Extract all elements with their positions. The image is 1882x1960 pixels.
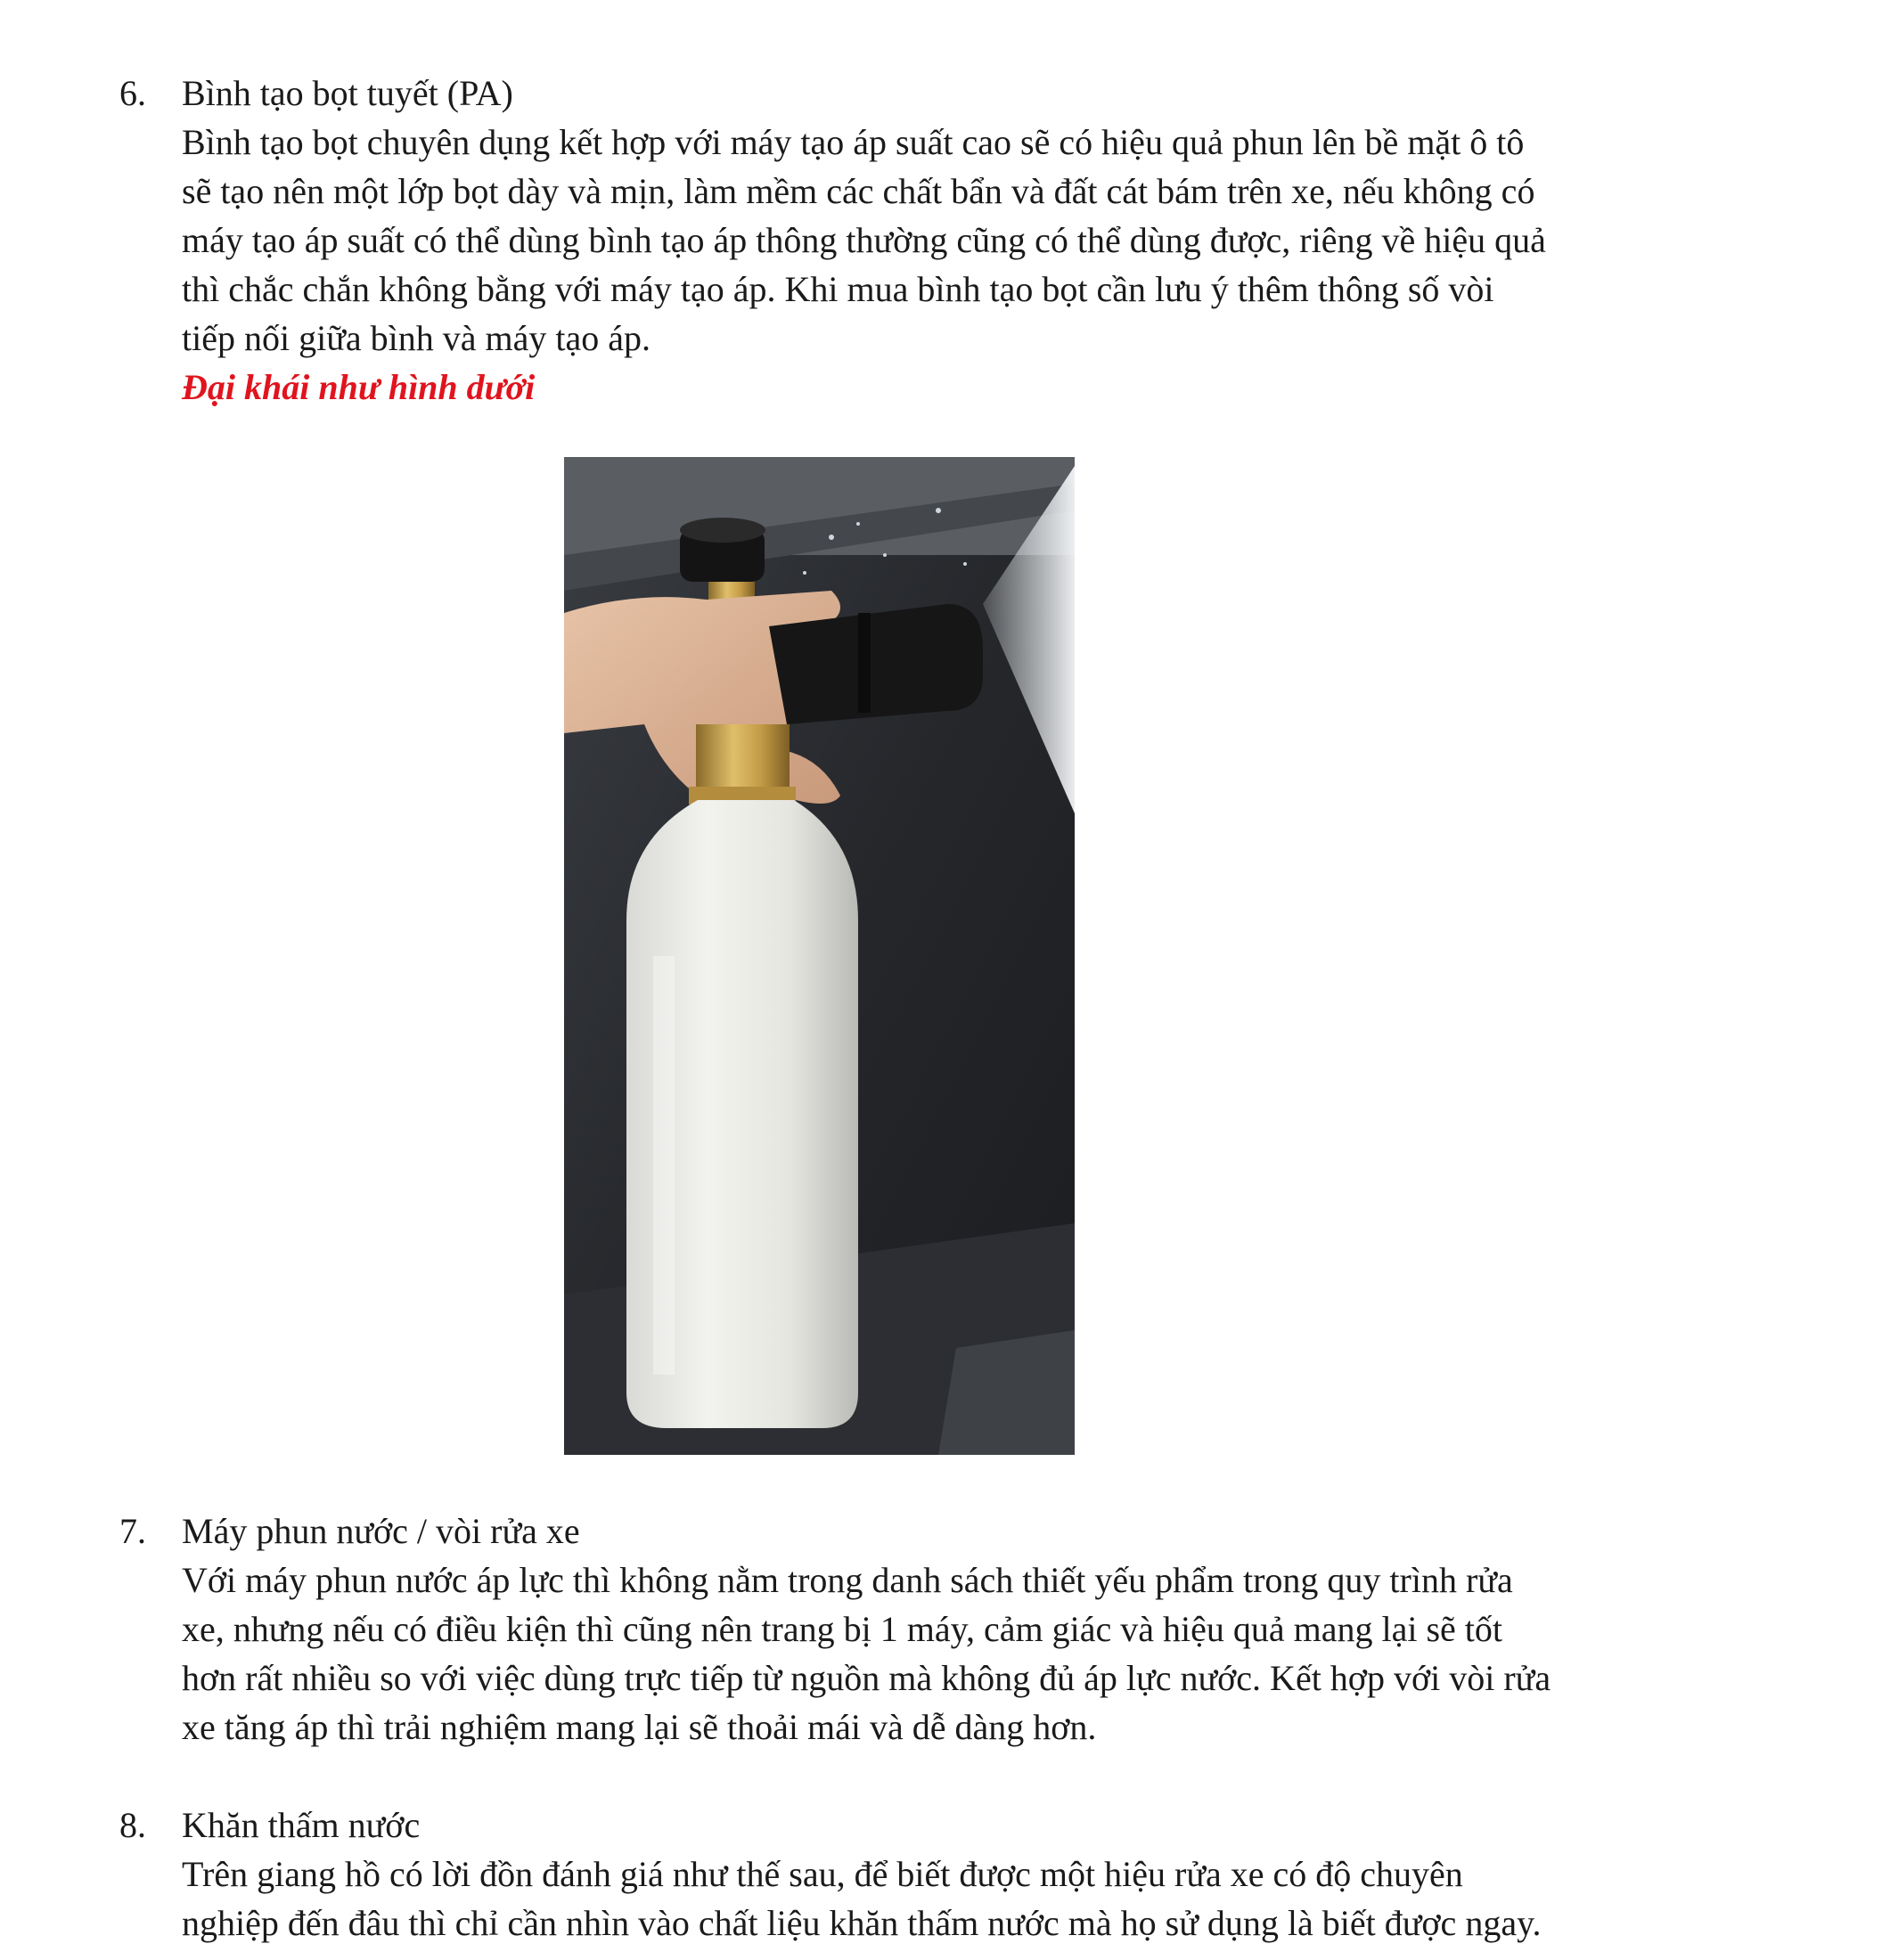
item-title: Máy phun nước / vòi rửa xe [182, 1511, 580, 1551]
foam-cannon-illustration [564, 457, 1075, 1455]
item-number: 8. [119, 1805, 146, 1845]
item-title: Khăn thấm nước [182, 1805, 421, 1845]
item-number: 7. [119, 1511, 146, 1551]
foam-cannon-photo [564, 457, 1075, 1455]
paragraph-line: nghiệp đến đâu thì chỉ cần nhìn vào chất liệu khăn thấm nước mà họ sử dụng là biết được ngay. [182, 1903, 1542, 1943]
list-item-6 [119, 69, 1634, 425]
list-item-7 [119, 1507, 1634, 1752]
paragraph-line: xe tăng áp thì trải nghiệm mang lại sẽ thoải mái và dễ dàng hơn. [182, 1707, 1097, 1747]
paragraph-line: thì chắc chắn không bằng với máy tạo áp. Khi mua bình tạo bọt cần lưu ý thêm thông số vòi [182, 269, 1494, 309]
paragraph-line: Với máy phun nước áp lực thì không nằm trong danh sách thiết yếu phẩm trong quy trình rửa [182, 1560, 1513, 1600]
item-title: Bình tạo bọt tuyết (PA) [182, 73, 513, 113]
item-number: 6. [119, 73, 146, 113]
red-note: Đại khái như hình dưới [182, 367, 536, 407]
paragraph-line: Bình tạo bọt chuyên dụng kết hợp với máy tạo áp suất cao sẽ có hiệu quả phun lên bề mặt ô tô [182, 122, 1525, 162]
list-item-8 [119, 1801, 1634, 1948]
paragraph-line: tiếp nối giữa bình và máy tạo áp. [182, 318, 651, 358]
paragraph-line: sẽ tạo nên một lớp bọt dày và mịn, làm mềm các chất bẩn và đất cát bám trên xe, nếu không có [182, 171, 1535, 211]
paragraph-line: máy tạo áp suất có thể dùng bình tạo áp thông thường cũng có thể dùng được, riêng về hiệu quả [182, 220, 1546, 260]
paragraph-line: xe, nhưng nếu có điều kiện thì cũng nên trang bị 1 máy, cảm giác và hiệu quả mang lại sẽ tốt [182, 1609, 1502, 1649]
paragraph-line: Trên giang hồ có lời đồn đánh giá như thế sau, để biết được một hiệu rửa xe có độ chuyên [182, 1854, 1463, 1894]
paragraph-line: hơn rất nhiều so với việc dùng trực tiếp từ nguồn mà không đủ áp lực nước. Kết hợp với vòi rửa [182, 1658, 1551, 1698]
